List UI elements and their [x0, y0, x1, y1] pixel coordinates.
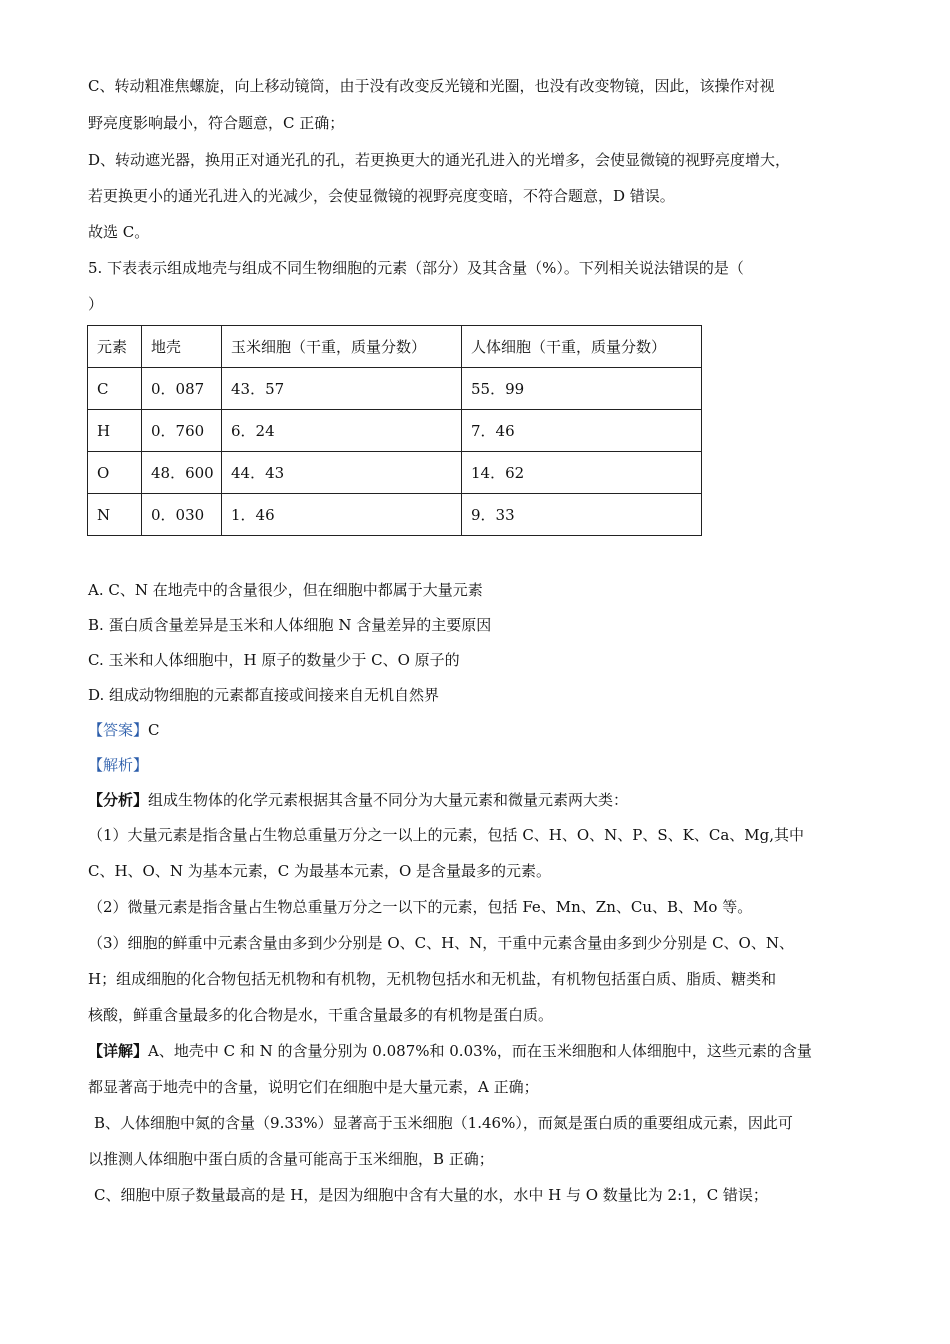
- table-cell: O: [88, 452, 142, 494]
- fenxi-tag: 【分析】: [88, 791, 149, 809]
- fenxi-p3-line-3: 核酸，鲜重含量最多的化合物是水，干重含量最多的有机物是蛋白质。: [88, 1006, 554, 1024]
- prev-option-c-line-2: 野亮度影响最小，符合题意，C 正确；: [88, 114, 345, 132]
- fenxi-p1-line-1: （1）大量元素是指含量占生物总重量万分之一以上的元素，包括 C、H、O、N、P、S、K、Ca、Mg,其中: [88, 826, 805, 844]
- analysis-tag: 【解析】: [88, 756, 149, 774]
- detail-tag: 【详解】: [88, 1042, 149, 1060]
- prev-option-d-line-1: D、转动遮光器，换用正对通光孔的孔，若更换更大的通光孔进入的光增多，会使显微镜的视野亮度增大，: [88, 151, 791, 169]
- prev-option-c-line-1: C、转动粗准焦螺旋，向上移动镜筒，由于没有改变反光镜和光圈，也没有改变物镜，因此，该操作对视: [88, 77, 775, 95]
- table-header-row: [88, 326, 702, 368]
- table-row: [88, 368, 702, 410]
- question-5-line-2: ）: [88, 295, 104, 313]
- prev-option-d-line-2: 若更换更小的通光孔进入的光减少，会使显微镜的视野亮度变暗，不符合题意，D 错误。: [88, 187, 675, 205]
- fenxi-p1-line-2: C、H、O、N 为基本元素，C 为最基本元素，O 是含量最多的元素。: [88, 862, 552, 880]
- detail-c-line-1: C、细胞中原子数量最高的是 H，是因为细胞中含有大量的水，水中 H 与 O 数量比为 2:1，C 错误；: [94, 1186, 768, 1204]
- table-cell: 55．99: [462, 368, 702, 410]
- analysis-line: [88, 755, 868, 775]
- table-cell: C: [88, 368, 142, 410]
- fenxi-p2: （2）微量元素是指含量占生物总重量万分之一以下的元素，包括 Fe、Mn、Zn、Cu、B、Mo 等。: [88, 898, 753, 916]
- table-row: [88, 410, 702, 452]
- prev-choose: 故选 C。: [88, 223, 150, 241]
- table-cell: 0．030: [142, 494, 222, 536]
- option-c: C. 玉米和人体细胞中，H 原子的数量少于 C、O 原子的: [88, 651, 460, 669]
- option-a: A. C、N 在地壳中的含量很少，但在细胞中都属于大量元素: [88, 581, 483, 599]
- table-cell: 44．43: [222, 452, 462, 494]
- table-cell: N: [88, 494, 142, 536]
- fenxi-intro-line: [88, 790, 868, 810]
- table-cell: 0．760: [142, 410, 222, 452]
- option-d: D. 组成动物细胞的元素都直接或间接来自无机自然界: [88, 686, 440, 704]
- table-cell: H: [88, 410, 142, 452]
- table-cell: 43．57: [222, 368, 462, 410]
- table-cell: 0．087: [142, 368, 222, 410]
- table-header-cell: 元素: [88, 326, 142, 368]
- table-row: [88, 494, 702, 536]
- answer-tag: 【答案】: [88, 721, 149, 739]
- table-cell: 14．62: [462, 452, 702, 494]
- table-header-cell: 玉米细胞（干重，质量分数）: [222, 326, 462, 368]
- answer-value: C: [148, 721, 160, 739]
- fenxi-p3-line-1: （3）细胞的鲜重中元素含量由多到少分别是 O、C、H、N，干重中元素含量由多到少分别是 C、O、N、: [88, 934, 794, 952]
- option-b: B. 蛋白质含量差异是玉米和人体细胞 N 含量差异的主要原因: [88, 616, 492, 634]
- fenxi-p3-line-2: H；组成细胞的化合物包括无机物和有机物，无机物包括水和无机盐，有机物包括蛋白质、脂质、糖类和: [88, 970, 777, 988]
- answer-line: [88, 720, 868, 740]
- fenxi-intro: 组成生物体的化学元素根据其含量不同分为大量元素和微量元素两大类：: [148, 791, 629, 809]
- detail-b-line-1: B、人体细胞中氮的含量（9.33%）显著高于玉米细胞（1.46%），而氮是蛋白质的重要组成元素，因此可: [94, 1114, 793, 1132]
- detail-a-line-2: 都显著高于地壳中的含量，说明它们在细胞中是大量元素，A 正确；: [88, 1078, 539, 1096]
- table-cell: 6．24: [222, 410, 462, 452]
- detail-b-line-2: 以推测人体细胞中蛋白质的含量可能高于玉米细胞，B 正确；: [88, 1150, 494, 1168]
- table-header-cell: 地壳: [142, 326, 222, 368]
- table-row: [88, 452, 702, 494]
- question-5-line-1: 5. 下表表示组成地壳与组成不同生物细胞的元素（部分）及其含量（%）。下列相关说法错误的是（: [88, 259, 744, 277]
- detail-a-text: A、地壳中 C 和 N 的含量分别为 0.087%和 0.03%，而在玉米细胞和人体细胞中，这些元素的含量: [148, 1042, 812, 1060]
- table-cell: 1．46: [222, 494, 462, 536]
- element-content-table: [87, 325, 702, 536]
- table-cell: 9．33: [462, 494, 702, 536]
- table-cell: 48．600: [142, 452, 222, 494]
- table-cell: 7．46: [462, 410, 702, 452]
- table-header-cell: 人体细胞（干重，质量分数）: [462, 326, 702, 368]
- detail-a-line-1: [88, 1041, 868, 1061]
